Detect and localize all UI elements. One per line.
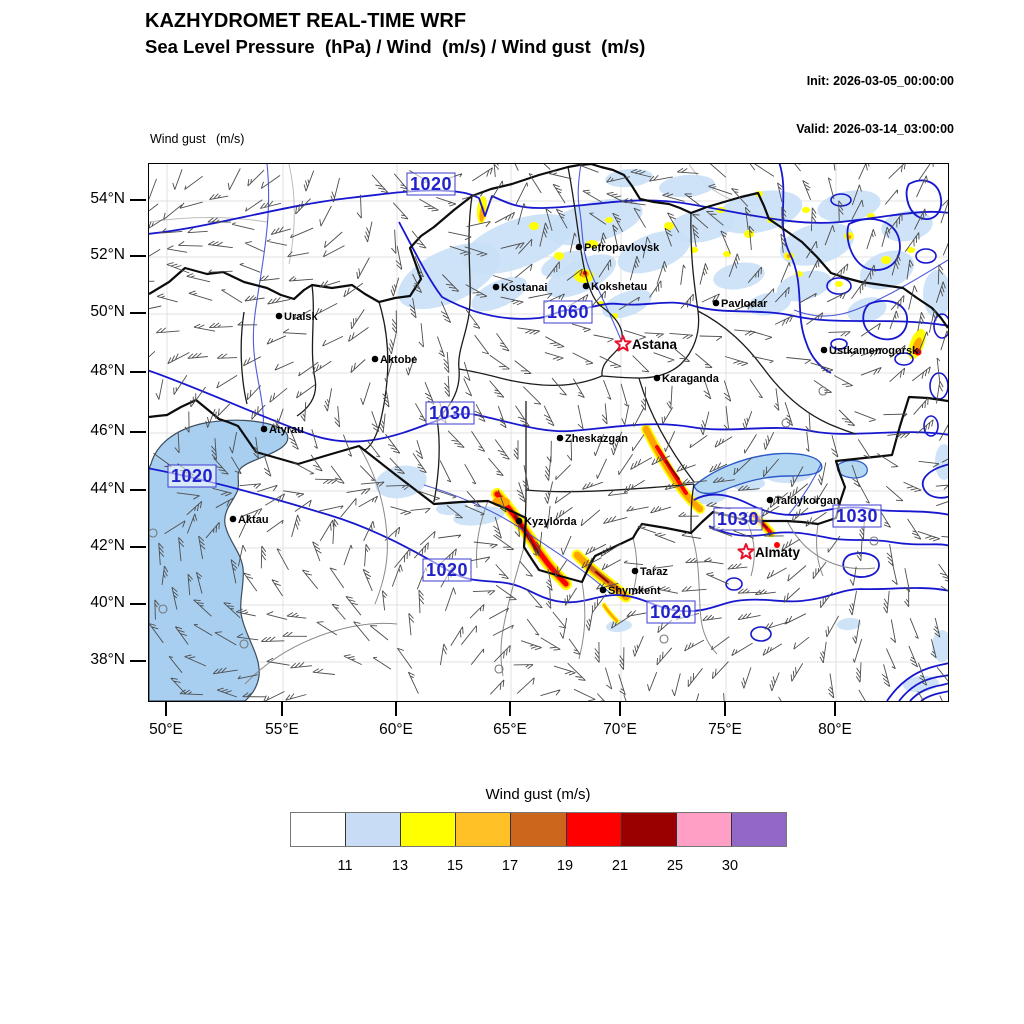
colorbar-cell: [510, 813, 565, 846]
pressure-label-text: 1020: [649, 602, 693, 622]
city-marker: [493, 282, 548, 294]
lon-tick-mark: [281, 701, 283, 716]
city-marker: [230, 514, 269, 526]
lon-tick-label: 55°E: [265, 721, 299, 738]
city-label: Aktau: [238, 514, 269, 526]
lat-tick-label: 48°N: [90, 362, 125, 379]
city-label: Almaty: [755, 545, 801, 560]
city-label: Karaganda: [662, 373, 719, 385]
city-marker: [821, 345, 919, 357]
city-label: Atyrau: [269, 424, 304, 436]
city-marker: [372, 354, 418, 366]
city-marker: [276, 311, 319, 323]
city-label: Kyzylorda: [524, 516, 577, 528]
init-time: Init: 2026-03-05_00:00:00: [806, 74, 954, 88]
city-dot-icon: [493, 284, 500, 291]
pressure-label-text: 1020: [409, 174, 453, 194]
city-label: Taraz: [640, 566, 668, 578]
colorbar: [290, 812, 787, 847]
city-label: Ustkamenogorsk: [829, 345, 919, 357]
pressure-label-text: 1030: [428, 403, 472, 423]
city-label: Uralsk: [284, 311, 318, 323]
city-marker: [615, 336, 677, 352]
lon-tick-mark: [619, 701, 621, 716]
pressure-label: [714, 508, 762, 530]
city-marker: [576, 242, 660, 254]
city-marker: [713, 298, 768, 310]
city-marker: [767, 495, 840, 507]
colorbar-tick-label: 25: [666, 858, 684, 874]
lon-tick-label: 80°E: [818, 721, 852, 738]
city-marker: [583, 281, 648, 293]
city-label: Pavlodar: [721, 298, 768, 310]
legend-line-gust: Wind gust (m/s): [150, 132, 245, 146]
colorbar-tick-label: 17: [501, 858, 519, 874]
lon-tick-mark: [834, 701, 836, 716]
map-svg: [149, 164, 948, 701]
colorbar-cell: [345, 813, 400, 846]
lat-tick-label: 52°N: [90, 246, 125, 263]
city-label: Petropavlovsk: [584, 242, 660, 254]
lon-tick-label: 65°E: [493, 721, 527, 738]
city-marker: [600, 585, 661, 597]
city-dot-icon: [654, 375, 661, 382]
lat-tick-mark: [130, 546, 146, 548]
colorbar-cell: [731, 813, 786, 846]
lat-tick-label: 40°N: [90, 594, 125, 611]
city-dot-icon: [583, 283, 590, 290]
colorbar-cell: [400, 813, 455, 846]
city-label: Astana: [632, 337, 678, 352]
colorbar-tick-label: 21: [611, 858, 629, 874]
pressure-label: [647, 601, 695, 623]
lat-tick-label: 44°N: [90, 480, 125, 497]
city-dot-icon: [516, 518, 523, 525]
lat-tick-mark: [130, 312, 146, 314]
city-dot-icon: [767, 497, 774, 504]
pressure-label: [168, 465, 216, 487]
city-label: Taldykorgan: [775, 495, 840, 507]
city-dot-icon: [576, 244, 583, 251]
colorbar-tick-label: 30: [721, 858, 739, 874]
colorbar-cell: [455, 813, 510, 846]
lon-tick-mark: [724, 701, 726, 716]
page-subtitle: Sea Level Pressure (hPa) / Wind (m/s) / Wind gust (m/s): [145, 36, 646, 57]
city-label: Aktobe: [380, 354, 418, 366]
lat-tick-mark: [130, 660, 146, 662]
lat-tick-label: 50°N: [90, 303, 125, 320]
lat-tick-mark: [130, 489, 146, 491]
city-dot-icon: [230, 516, 237, 523]
pressure-label: [833, 505, 881, 527]
city-label: Kostanai: [501, 282, 548, 294]
colorbar-cell: [291, 813, 345, 846]
lat-tick-mark: [130, 431, 146, 433]
city-dot-icon: [632, 568, 639, 575]
lake-alakol: [837, 461, 867, 478]
city-dot-icon: [372, 356, 379, 363]
lon-tick-mark: [395, 701, 397, 716]
city-dot-icon: [821, 347, 828, 354]
lat-tick-label: 38°N: [90, 651, 125, 668]
city-label: Kokshetau: [591, 281, 648, 293]
city-marker: [654, 373, 720, 385]
pressure-label: [544, 301, 592, 323]
lat-tick-mark: [130, 199, 146, 201]
pressure-label-text: 1030: [716, 509, 760, 529]
lat-tick-label: 42°N: [90, 537, 125, 554]
colorbar-tick-label: 15: [446, 858, 464, 874]
lon-tick-label: 60°E: [379, 721, 413, 738]
run-times: [796, 41, 954, 153]
city-marker: [516, 516, 578, 528]
pressure-label-text: 1030: [835, 506, 879, 526]
pressure-label: [407, 173, 455, 195]
colorbar-tick-label: 11: [337, 858, 353, 874]
city-label: Shymkent: [608, 585, 661, 597]
city-marker: [557, 433, 629, 445]
caspian-sea: [149, 420, 288, 701]
lat-tick-mark: [130, 603, 146, 605]
valid-time: Valid: 2026-03-14_03:00:00: [796, 122, 954, 136]
lon-tick-label: 50°E: [149, 721, 183, 738]
city-dot-icon: [276, 313, 283, 320]
pressure-label: [423, 559, 471, 581]
pressure-label: [426, 402, 474, 424]
lat-tick-mark: [130, 255, 146, 257]
pressure-label-text: 1020: [425, 560, 469, 580]
city-dot-icon: [557, 435, 564, 442]
lon-tick-mark: [509, 701, 511, 716]
map-frame: [148, 163, 949, 702]
lon-tick-label: 70°E: [603, 721, 637, 738]
city-dot-icon: [600, 587, 607, 594]
colorbar-tick-label: 13: [391, 858, 409, 874]
colorbar-cell: [621, 813, 676, 846]
colorbar-cell: [676, 813, 731, 846]
city-star-icon: [738, 544, 753, 559]
city-dot-icon: [713, 300, 720, 307]
colorbar-tick-label: 19: [556, 858, 574, 874]
colorbar-title: Wind gust (m/s): [485, 786, 591, 803]
lon-tick-label: 75°E: [708, 721, 742, 738]
city-marker: [632, 566, 669, 578]
city-marker: [738, 544, 800, 560]
lon-tick-mark: [165, 701, 167, 716]
lat-tick-mark: [130, 371, 146, 373]
lat-tick-label: 54°N: [90, 190, 125, 207]
city-label: Zheskazgan: [565, 433, 628, 445]
pressure-label-text: 1060: [546, 302, 590, 322]
pressure-label-text: 1020: [170, 466, 214, 486]
colorbar-cell: [566, 813, 621, 846]
lat-tick-label: 46°N: [90, 422, 125, 439]
city-dot-icon: [261, 426, 268, 433]
page-title: KAZHYDROMET REAL-TIME WRF: [145, 10, 467, 32]
